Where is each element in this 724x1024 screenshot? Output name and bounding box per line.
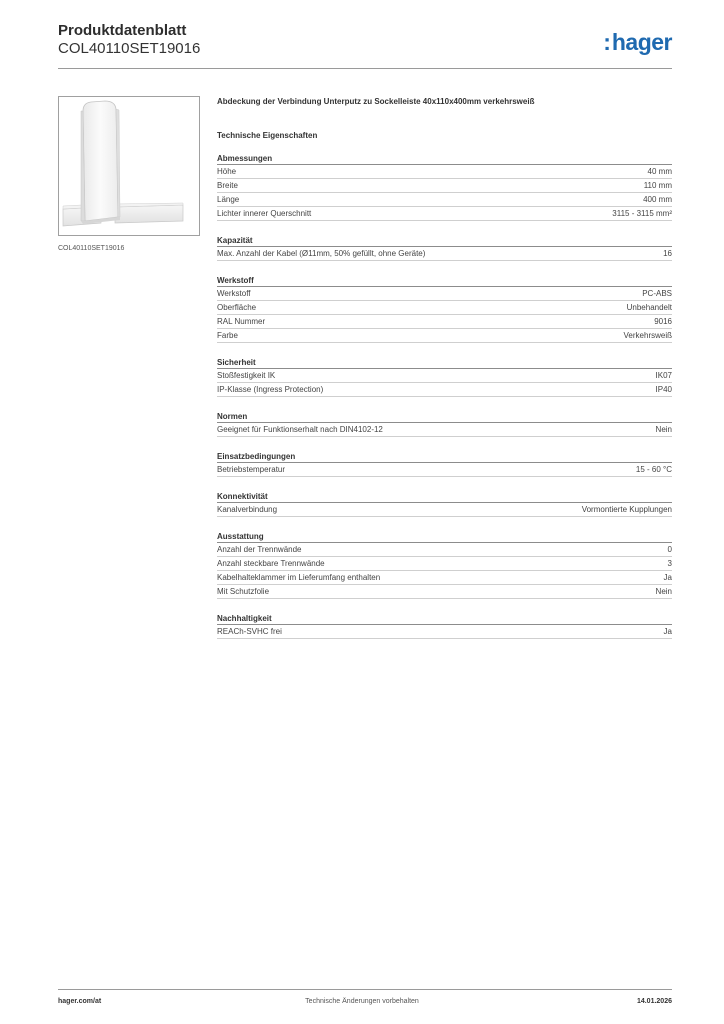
spec-label: Max. Anzahl der Kabel (Ø11mm, 50% gefüllt, ohne Geräte) [217,249,426,258]
spec-row [217,585,672,599]
spec-value: Verkehrsweiß [623,331,672,340]
section-title: Konnektivität [217,491,672,503]
spec-value: 3 [667,559,672,568]
spec-value: 400 mm [643,195,672,204]
spec-row [217,315,672,329]
spec-value: IK07 [655,371,672,380]
spec-value: Vormontierte Kupplungen [581,505,672,514]
spec-row [217,207,672,221]
spec-row [217,287,672,301]
spec-value: 9016 [654,317,672,326]
spec-row [217,463,672,477]
spec-value: 40 mm [647,167,672,176]
spec-row [217,179,672,193]
page-header [58,22,672,58]
spec-value: Ja [663,573,672,582]
spec-label: REACh-SVHC frei [217,627,282,636]
spec-value: Ja [663,627,672,636]
spec-section [217,275,672,343]
spec-value: 16 [663,249,672,258]
technical-properties-heading: Technische Eigenschaften [217,131,318,140]
spec-label: Farbe [217,331,238,340]
spec-label: Mit Schutzfolie [217,587,270,596]
section-title: Einsatzbedingungen [217,451,672,463]
spec-label: Stoßfestigkeit IK [217,371,276,380]
footer-divider [58,989,672,990]
spec-section [217,411,672,437]
spec-label: Kabelhalteklammer im Lieferumfang enthalten [217,573,381,582]
spec-row [217,329,672,343]
spec-label: Anzahl der Trennwände [217,545,302,554]
product-description: Abdeckung der Verbindung Unterputz zu Sockelleiste 40x110x400mm verkehrsweiß [217,97,535,106]
document-title: Produktdatenblatt [58,22,187,39]
spec-sections [217,153,672,639]
spec-section [217,613,672,639]
spec-section [217,531,672,599]
spec-value: 3115 - 3115 mm² [612,209,672,218]
spec-value: 15 - 60 °C [635,465,672,474]
spec-section [217,235,672,261]
image-caption: COL40110SET19016 [58,245,125,252]
spec-label: IP-Klasse (Ingress Protection) [217,385,324,394]
product-image [58,96,200,236]
spec-row [217,543,672,557]
spec-label: Länge [217,195,240,204]
spec-row [217,193,672,207]
spec-value: 0 [667,545,672,554]
spec-section [217,451,672,477]
section-title: Sicherheit [217,357,672,369]
logo-text: hager [611,29,672,55]
spec-label: Breite [217,181,238,190]
spec-value: IP40 [655,385,672,394]
spec-section [217,153,672,221]
spec-section [217,357,672,397]
spec-row [217,165,672,179]
section-title: Ausstattung [217,531,672,543]
spec-row [217,301,672,315]
spec-label: Oberfläche [217,303,257,312]
spec-label: Geeignet für Funktionserhalt nach DIN4102-12 [217,425,383,434]
spec-label: Werkstoff [217,289,251,298]
spec-label: RAL Nummer [217,317,266,326]
spec-row [217,557,672,571]
logo-colon: : [603,29,611,55]
spec-row [217,503,672,517]
header-divider [58,68,672,69]
footer-date: 14.01.2026 [636,998,672,1005]
spec-row [217,625,672,639]
section-title: Kapazität [217,235,672,247]
spec-value: Unbehandelt [626,303,672,312]
spec-value: Nein [655,425,672,434]
spec-label: Höhe [217,167,237,176]
spec-label: Betriebstemperatur [217,465,286,474]
spec-label: Kanalverbindung [217,505,278,514]
section-title: Normen [217,411,672,423]
spec-value: 110 mm [643,181,672,190]
section-title: Werkstoff [217,275,672,287]
spec-value: Nein [655,587,672,596]
footer-website: hager.com/at [58,998,102,1005]
spec-row [217,247,672,261]
section-title: Nachhaltigkeit [217,613,672,625]
footer-note: Technische Änderungen vorbehalten [305,998,419,1005]
spec-row [217,571,672,585]
spec-label: Anzahl steckbare Trennwände [217,559,325,568]
spec-value: PC-ABS [642,289,672,298]
section-title: Abmessungen [217,153,672,165]
spec-label: Lichter innerer Querschnitt [217,209,312,218]
product-code-title: COL40110SET19016 [58,40,201,57]
product-illustration [59,97,199,235]
spec-row [217,423,672,437]
spec-section [217,491,672,517]
spec-row [217,369,672,383]
product-details [217,96,672,639]
hager-logo [603,29,672,55]
spec-row [217,383,672,397]
